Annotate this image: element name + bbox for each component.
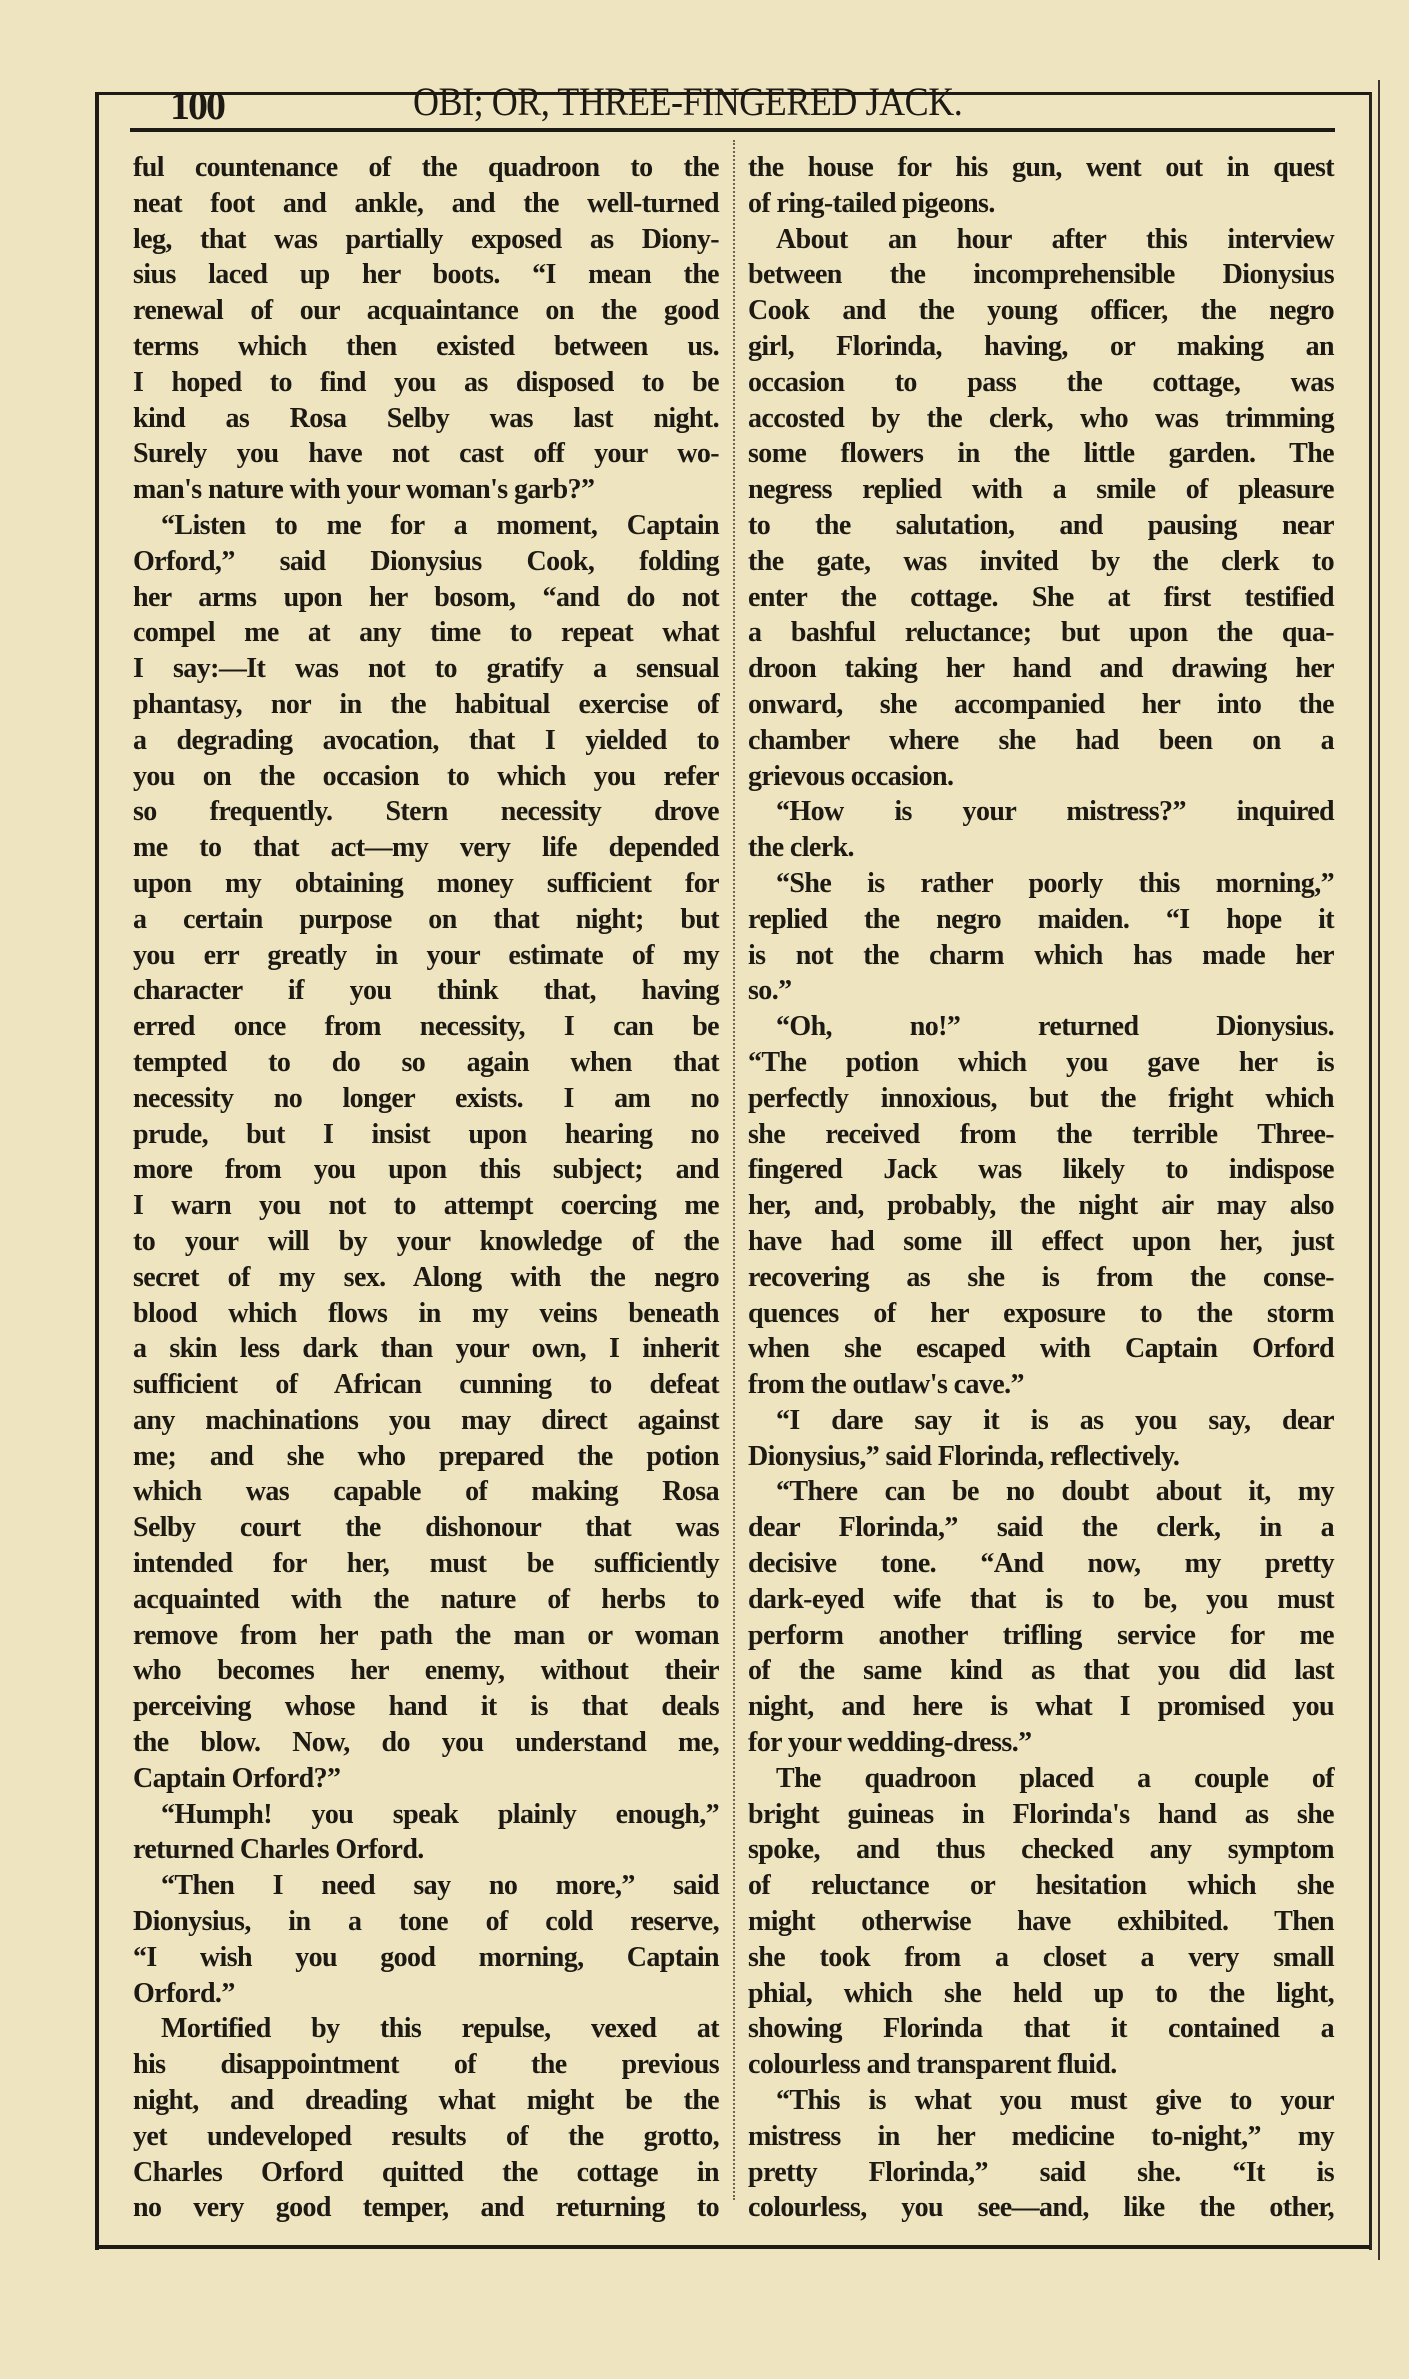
text-line: character if you think that, having xyxy=(133,975,719,1007)
text-line: The quadroon placed a couple of xyxy=(776,1762,1334,1794)
text-line: “I dare say it is as you say, dear xyxy=(776,1404,1334,1436)
text-line: of ring-tailed pigeons. xyxy=(748,187,995,219)
text-line: more from you upon this subject; and xyxy=(133,1154,719,1186)
text-line: Mortified by this repulse, vexed at xyxy=(161,2013,719,2045)
left-column xyxy=(133,150,719,2226)
text-line: mistress in her medicine to-night,” my xyxy=(748,2120,1334,2152)
text-line: “She is rather poorly this morning,” xyxy=(776,867,1334,899)
text-line: “Then I need say no more,” said xyxy=(161,1870,719,1902)
text-line: droon taking her hand and drawing her xyxy=(748,653,1334,685)
text-line: Orford.” xyxy=(133,1977,235,2009)
text-line: leg, that was partially exposed as Diony- xyxy=(133,223,719,255)
text-line: “I wish you good morning, Captain xyxy=(133,1941,719,1973)
text-line: me; and she who prepared the potion xyxy=(133,1440,719,1472)
text-line: her arms upon her bosom, “and do not xyxy=(133,581,719,613)
text-line: accosted by the clerk, who was trimming xyxy=(748,402,1334,434)
text-line: for your wedding-dress.” xyxy=(748,1727,1032,1759)
text-line: enter the cottage. She at first testified xyxy=(748,581,1334,613)
text-line: perfectly innoxious, but the fright which xyxy=(748,1082,1334,1114)
text-line: compel me at any time to repeat what xyxy=(133,617,719,649)
text-line: a bashful reluctance; but upon the qua- xyxy=(748,617,1334,649)
running-title: OBI; OR, THREE-FINGERED JACK. xyxy=(413,79,963,124)
text-line: girl, Florinda, having, or making an xyxy=(748,330,1334,362)
text-line: recovering as she is from the conse- xyxy=(748,1261,1334,1293)
footer-rule xyxy=(95,2245,1370,2249)
header-rule xyxy=(130,128,1335,132)
text-line: “Humph! you speak plainly enough,” xyxy=(161,1798,719,1830)
text-line: replied the negro maiden. “I hope it xyxy=(748,903,1334,935)
text-line: from the outlaw's cave.” xyxy=(748,1369,1024,1401)
text-line: spoke, and thus checked any symptom xyxy=(748,1834,1334,1866)
text-line: necessity no longer exists. I am no xyxy=(133,1082,719,1114)
text-line: prude, but I insist upon hearing no xyxy=(133,1118,719,1150)
text-line: between the incomprehensible Dionysius xyxy=(748,259,1334,291)
text-line: who becomes her enemy, without their xyxy=(133,1655,719,1687)
text-line: colourless, you see—and, like the other, xyxy=(748,2192,1334,2224)
text-line: the gate, was invited by the clerk to xyxy=(748,545,1334,577)
text-line: intended for her, must be sufficiently xyxy=(133,1548,719,1580)
text-line: grievous occasion. xyxy=(748,760,954,792)
text-line: kind as Rosa Selby was last night. xyxy=(133,402,719,434)
text-line: no very good temper, and returning to xyxy=(133,2192,719,2224)
text-line: I say:—It was not to gratify a sensual xyxy=(133,653,719,685)
text-line: man's nature with your woman's garb?” xyxy=(133,474,595,506)
text-line: onward, she accompanied her into the xyxy=(748,688,1334,720)
text-line: fingered Jack was likely to indispose xyxy=(748,1154,1334,1186)
text-line: a skin less dark than your own, I inherit xyxy=(133,1333,719,1365)
text-line: perceiving whose hand it is that deals xyxy=(133,1691,719,1723)
text-line: “Listen to me for a moment, Captain xyxy=(161,509,719,541)
text-line: sius laced up her boots. “I mean the xyxy=(133,259,719,291)
text-line: negress replied with a smile of pleasure xyxy=(748,474,1334,506)
running-header xyxy=(165,72,1335,132)
text-line: Dionysius,” said Florinda, reflectively. xyxy=(748,1440,1180,1472)
text-line: neat foot and ankle, and the well-turned xyxy=(133,187,719,219)
text-line: so.” xyxy=(748,975,792,1007)
text-line: the house for his gun, went out in quest xyxy=(748,152,1334,183)
text-line: decisive tone. “And now, my pretty xyxy=(748,1548,1334,1580)
text-line: dear Florinda,” said the clerk, in a xyxy=(748,1512,1334,1544)
text-line: Surely you have not cast off your wo- xyxy=(133,438,719,470)
text-line: chamber where she had been on a xyxy=(748,724,1334,756)
text-line: bright guineas in Florinda's hand as she xyxy=(748,1798,1334,1830)
right-column xyxy=(748,150,1334,2226)
text-line: his disappointment of the previous xyxy=(133,2049,719,2081)
text-line: occasion to pass the cottage, was xyxy=(748,366,1334,398)
text-line: upon my obtaining money sufficient for xyxy=(133,867,719,899)
text-line: a certain purpose on that night; but xyxy=(133,903,719,935)
text-line: “There can be no doubt about it, my xyxy=(776,1476,1334,1508)
text-line: yet undeveloped results of the grotto, xyxy=(133,2120,719,2152)
text-line: colourless and transparent fluid. xyxy=(748,2049,1117,2081)
text-line: showing Florinda that it contained a xyxy=(748,2013,1334,2045)
text-line: which was capable of making Rosa xyxy=(133,1476,719,1508)
text-line: “Oh, no!” returned Dionysius. xyxy=(776,1011,1334,1043)
text-line: is not the charm which has made her xyxy=(748,939,1334,971)
text-line: she took from a closet a very small xyxy=(748,1941,1334,1973)
text-line: to the salutation, and pausing near xyxy=(748,509,1334,541)
text-line: a degrading avocation, that I yielded to xyxy=(133,724,719,756)
text-line: Charles Orford quitted the cottage in xyxy=(133,2156,719,2188)
text-line: “This is what you must give to your xyxy=(776,2085,1334,2117)
text-line: sufficient of African cunning to defeat xyxy=(133,1369,719,1401)
text-line: acquainted with the nature of herbs to xyxy=(133,1583,719,1615)
text-line: quences of her exposure to the storm xyxy=(748,1297,1334,1329)
text-line: “How is your mistress?” inquired xyxy=(776,796,1334,828)
text-line: Cook and the young officer, the negro xyxy=(748,295,1334,327)
page-edge xyxy=(1378,80,1380,2260)
text-line: returned Charles Orford. xyxy=(133,1834,424,1866)
text-line: you on the occasion to which you refer xyxy=(133,760,719,792)
text-line: About an hour after this interview xyxy=(776,223,1334,255)
text-line: Captain Orford?” xyxy=(133,1762,341,1794)
text-line: so frequently. Stern necessity drove xyxy=(133,796,719,828)
text-line: “The potion which you gave her is xyxy=(748,1046,1334,1078)
text-line: some flowers in the little garden. The xyxy=(748,438,1334,470)
text-line: night, and dreading what might be the xyxy=(133,2085,719,2117)
text-line: when she escaped with Captain Orford xyxy=(748,1333,1334,1365)
text-line: remove from her path the man or woman xyxy=(133,1619,719,1651)
text-line: Orford,” said Dionysius Cook, folding xyxy=(133,545,719,577)
text-line: renewal of our acquaintance on the good xyxy=(133,295,719,327)
text-line: to your will by your knowledge of the xyxy=(133,1225,719,1257)
text-line: erred once from necessity, I can be xyxy=(133,1011,719,1043)
column-divider xyxy=(733,140,735,2200)
text-line: terms which then existed between us. xyxy=(133,330,719,362)
text-line: phial, which she held up to the light, xyxy=(748,1977,1334,2009)
text-line: pretty Florinda,” said she. “It is xyxy=(748,2156,1334,2188)
page-number: 100 xyxy=(170,83,224,128)
text-line: dark-eyed wife that is to be, you must xyxy=(748,1583,1334,1615)
text-line: night, and here is what I promised you xyxy=(748,1691,1334,1723)
text-line: I warn you not to attempt coercing me xyxy=(133,1190,719,1222)
text-line: I hoped to find you as disposed to be xyxy=(133,366,719,398)
text-line: me to that act—my very life depended xyxy=(133,832,719,864)
text-line: the clerk. xyxy=(748,832,854,864)
text-line: she received from the terrible Three- xyxy=(748,1118,1334,1150)
text-line: might otherwise have exhibited. Then xyxy=(748,1906,1334,1938)
text-line: any machinations you may direct against xyxy=(133,1404,719,1436)
text-line: you err greatly in your estimate of my xyxy=(133,939,719,971)
text-line: her, and, probably, the night air may also xyxy=(748,1190,1334,1222)
text-line: have had some ill effect upon her, just xyxy=(748,1225,1334,1257)
text-line: tempted to do so again when that xyxy=(133,1046,719,1078)
text-line: phantasy, nor in the habitual exercise of xyxy=(133,688,719,720)
text-line: perform another trifling service for me xyxy=(748,1619,1334,1651)
text-line: blood which flows in my veins beneath xyxy=(133,1297,719,1329)
text-line: secret of my sex. Along with the negro xyxy=(133,1261,719,1293)
text-line: ful countenance of the quadroon to the xyxy=(133,152,719,183)
text-line: Selby court the dishonour that was xyxy=(133,1512,719,1544)
text-line: of reluctance or hesitation which she xyxy=(748,1870,1334,1902)
text-line: Dionysius, in a tone of cold reserve, xyxy=(133,1906,719,1938)
text-line: the blow. Now, do you understand me, xyxy=(133,1727,719,1759)
text-line: of the same kind as that you did last xyxy=(748,1655,1334,1687)
